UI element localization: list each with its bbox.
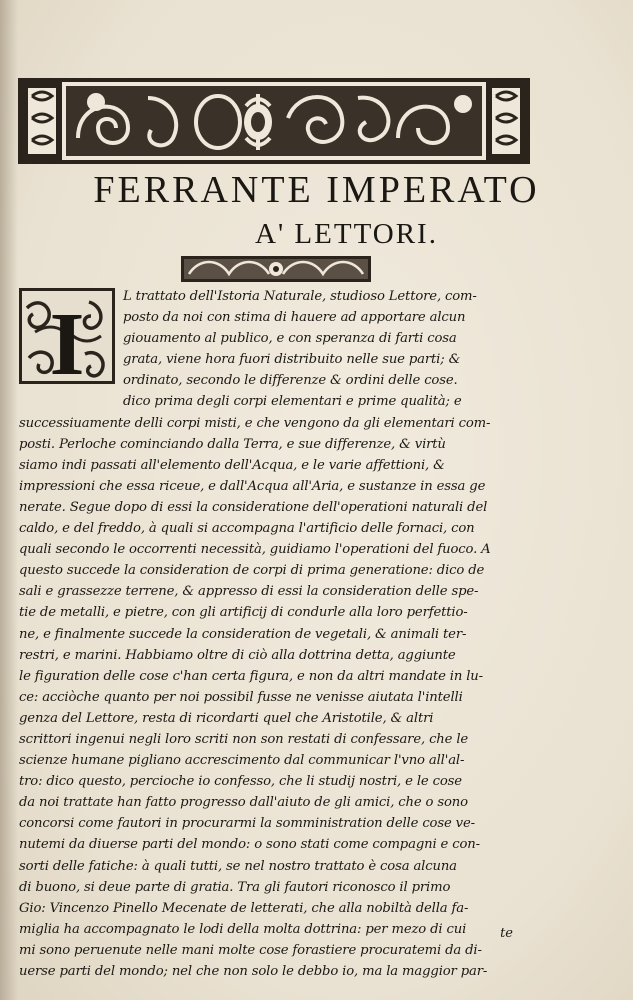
text-line: Gio: Vincenzo Pinello Mecenate de letterati, che alla nobiltà della fa- (19, 900, 469, 916)
text-line: le figuration delle cose c'han certa figura, e non da altri mandate in lu- (19, 668, 483, 684)
text-line: di buono, si deue parte di gratia. Tra gli fautori riconosco il primo (19, 879, 451, 895)
catchword: te (500, 926, 513, 941)
text-line: caldo, e del freddo, à quali si accompagna l'artificio delle fornaci, con (19, 521, 475, 537)
text-line: posti. Perloche cominciando dalla Terra, e sue differenze, & virtù (19, 436, 446, 452)
text-line: giouamento al publico, e con speranza di farti cosa (123, 331, 457, 347)
text-line: ne, e finalmente succede la consideration de vegetali, & animali ter- (19, 626, 467, 642)
text-line: sorti delle fatiche: à quali tutti, se nel nostro trattato è cosa alcuna (19, 858, 457, 874)
text-line: da noi trattate han fatto progresso dall'aiuto de gli amici, che o sono (19, 795, 468, 811)
text-line: concorsi come fautori in procurarmi la somministration delle cose ve- (19, 816, 475, 832)
text-line: nerate. Segue dopo di essi la consideratione dell'operationi naturali del (19, 499, 488, 515)
text-line: ordinato, secondo le differenze & ordini delle cose. (123, 373, 458, 389)
heading-subtitle: A' LETTORI. (255, 218, 438, 250)
text-line: dico prima degli corpi elementari e prime qualità; e (123, 394, 462, 410)
text-line: restri, e marini. Habbiamo oltre di ciò alla dottrina detta, aggiunte (19, 647, 456, 663)
text-line: nutemi da diuerse parti del mondo: o sono stati come compagni e con- (19, 837, 480, 853)
heading-title: FERRANTE IMPERATO (93, 169, 540, 211)
text-line: successiuamente delli corpi misti, e che vengono da gli elementari com- (19, 415, 491, 431)
text-line: scienze humane pigliano accrescimento dal communicar l'vno all'al- (19, 753, 465, 769)
text-line: ce: acciòche quanto per noi possibil fusse ne venisse aiutata l'intelli (19, 689, 463, 705)
text-line: questo succede la consideration de corpi di prima generatione: dico de (19, 563, 485, 579)
page-gutter-shadow (0, 0, 18, 1000)
text-line: tie de metalli, e pietre, con gli artificij di condurle alla loro perfettio- (19, 605, 468, 621)
body-text (19, 286, 525, 982)
text-line: siamo indi passati all'elemento dell'Acqua, e le varie affettioni, & (19, 457, 445, 473)
text-line: mi sono peruenute nelle mani molte cose forastiere procuratemi da di- (19, 942, 482, 958)
text-line: L trattato dell'Istoria Naturale, studioso Lettore, com- (123, 289, 477, 304)
text-line: posto da noi con stima di hauere ad apportare alcun (123, 310, 466, 326)
text-line: miglia ha accompagnato le lodi della molta dottrina: per mezo di cui (19, 921, 467, 937)
text-line: uerse parti del mondo; nel che non solo le debbo io, ma la maggior par- (19, 964, 488, 979)
text-line: scrittori ingenui negli loro scriti non son restati di confessare, che le (19, 731, 469, 747)
text-line: tro: dico questo, percioche io confesso, che li studij nostri, e le cose (19, 774, 462, 790)
text-line: impressioni che essa riceue, e dall'Acqua all'Aria, e sustanze in essa ge (19, 478, 486, 494)
small-woodcut-ornament (181, 256, 371, 282)
text-line: grata, viene hora fuori distribuito nelle sue parti; & (123, 352, 461, 368)
initial-letter-glyph: I (49, 295, 85, 384)
text-line: quali secondo le occorrenti necessità, guidiamo l'operationi del fuoco. A (19, 542, 491, 558)
woodcut-headband-ornament (18, 78, 530, 164)
text-line: genza del Lettore, resta di ricordarti quel che Aristotile, & altri (19, 710, 434, 726)
text-line: sali e grassezze terrene, & appresso di essi la consideration delle spe- (19, 584, 479, 600)
